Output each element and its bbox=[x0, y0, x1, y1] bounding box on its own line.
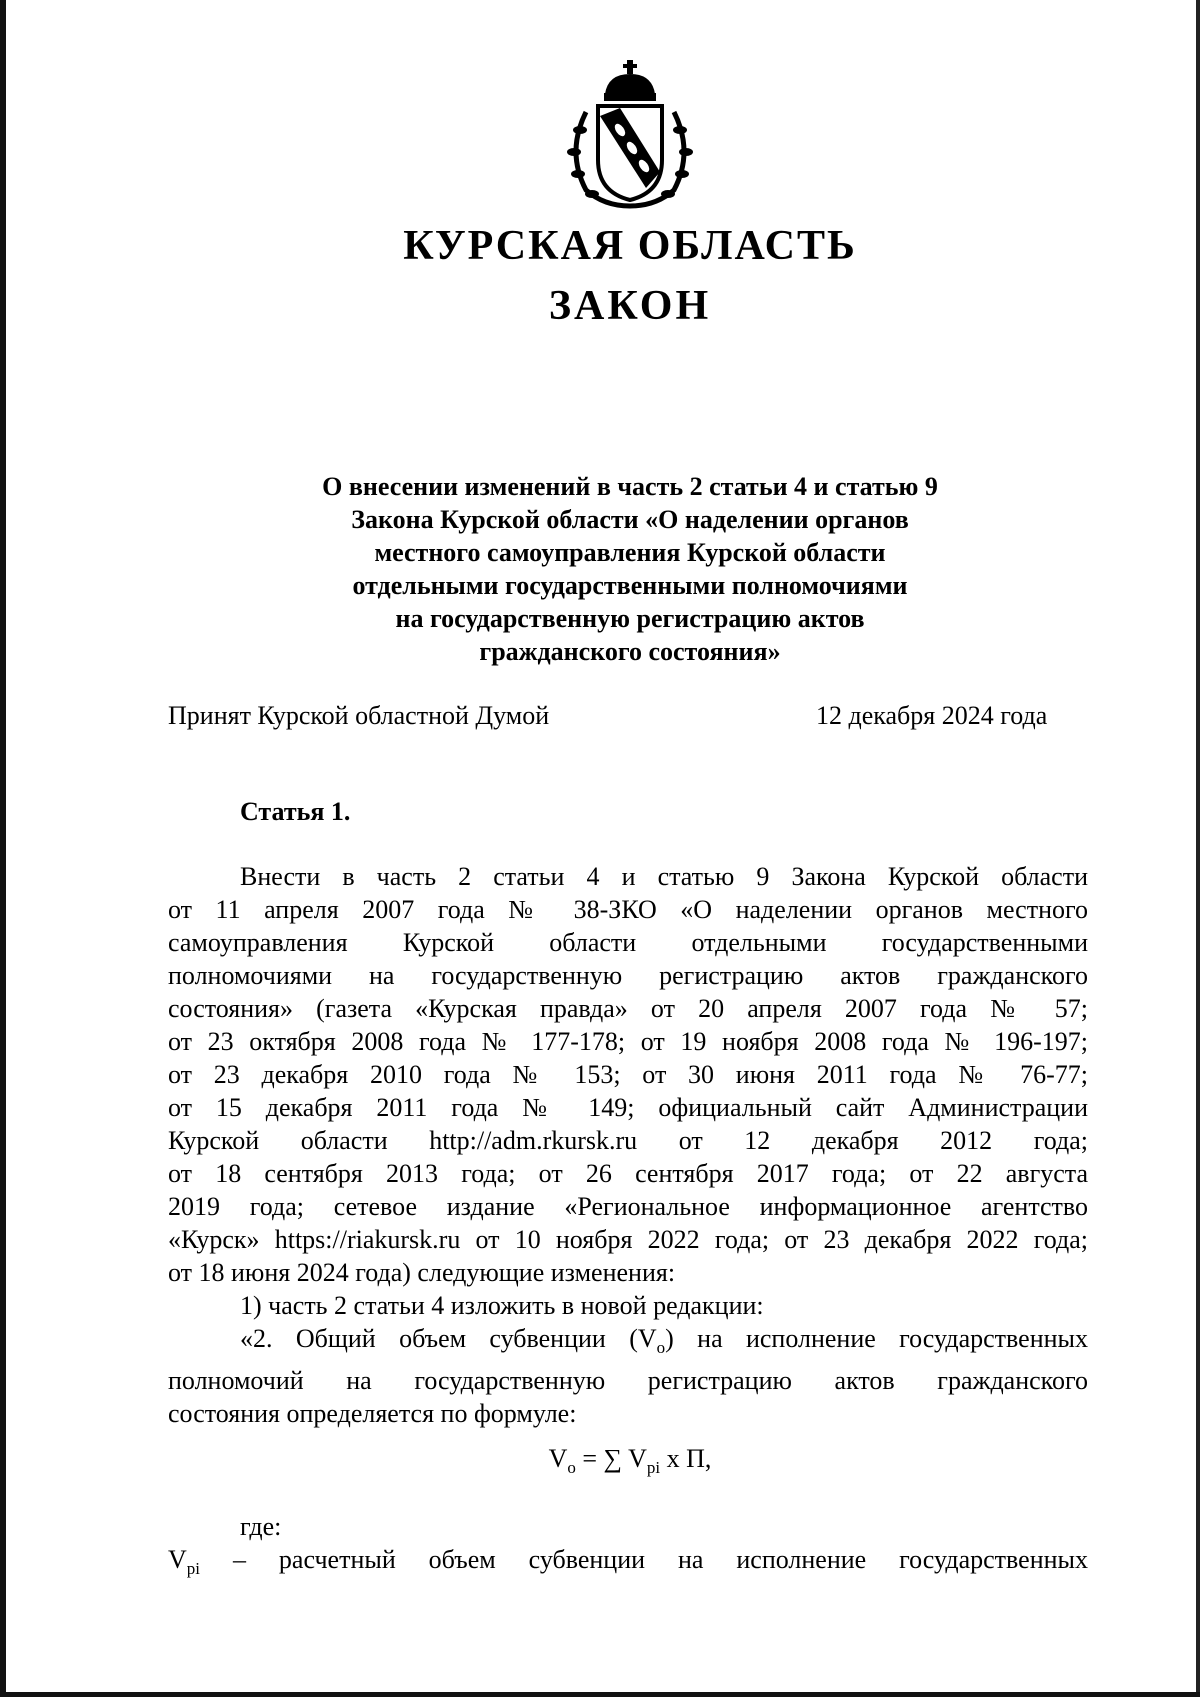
where-label: где: bbox=[240, 1512, 282, 1541]
law-title-line: гражданского состояния» bbox=[479, 637, 781, 666]
body-text: ) на исполнение государственных bbox=[665, 1324, 1088, 1353]
body-line: 1) часть 2 статьи 4 изложить в новой редакции: bbox=[240, 1291, 764, 1320]
subscript: pi bbox=[646, 1458, 661, 1478]
body-line: от 18 июня 2024 года) следующие изменения: bbox=[168, 1258, 676, 1287]
formula-tail: x П, bbox=[660, 1444, 712, 1473]
body-line: от 23 октября 2008 года № 177-178; от 19 ноября 2008 года № 196-197; bbox=[168, 1027, 1088, 1056]
law-title-line: О внесении изменений в часть 2 статьи 4 и статью 9 bbox=[322, 472, 938, 501]
region-name: КУРСКАЯ ОБЛАСТЬ bbox=[403, 223, 857, 269]
body-line: «Курск» https://riakursk.ru от 10 ноября 2022 года; от 23 декабря 2022 года; bbox=[168, 1225, 1088, 1254]
formula-v: V bbox=[548, 1444, 568, 1473]
body-line: состояния определяется по формуле: bbox=[168, 1399, 577, 1429]
subscript: o bbox=[567, 1458, 576, 1478]
vpi-text: – расчетный объем субвенции на исполнение государственных bbox=[200, 1545, 1088, 1574]
coat-of-arms-icon bbox=[560, 60, 702, 210]
body-line: полномочиями на государственную регистрацию актов гражданского bbox=[168, 961, 1088, 990]
body-line: 2019 года; сетевое издание «Региональное информационное агентство bbox=[168, 1192, 1088, 1221]
vpi-definition bbox=[168, 1545, 1088, 1579]
law-title-line: местного самоуправления Курской области bbox=[374, 538, 886, 567]
formula bbox=[0, 1444, 1200, 1478]
body-line: от 15 декабря 2011 года № 149; официальный сайт Администрации bbox=[168, 1093, 1088, 1122]
body-line: полномочий на государственную регистрацию актов гражданского bbox=[168, 1366, 1088, 1396]
body-line: самоуправления Курской области отдельными государственными bbox=[168, 928, 1088, 957]
law-title-line: Закона Курской области «О наделении органов bbox=[351, 505, 909, 534]
adoption-date: 12 декабря 2024 года bbox=[816, 701, 1048, 730]
adopted-by: Принят Курской областной Думой bbox=[168, 701, 550, 730]
law-title bbox=[250, 470, 1010, 668]
subscript: o bbox=[656, 1338, 666, 1358]
scan-edge-bottom bbox=[0, 1692, 1200, 1697]
body-line: от 11 апреля 2007 года № 38-ЗКО «О наделении органов местного bbox=[168, 895, 1088, 924]
law-title-line: на государственную регистрацию актов bbox=[395, 604, 865, 633]
subscript: pi bbox=[186, 1559, 201, 1579]
body-line: Курской области http://adm.rkursk.ru от 12 декабря 2012 года; bbox=[168, 1126, 1088, 1155]
body-line bbox=[168, 1322, 1088, 1364]
body-line: от 18 сентября 2013 года; от 26 сентября 2017 года; от 22 августа bbox=[168, 1159, 1088, 1188]
body-line: от 23 декабря 2010 года № 153; от 30 июня 2011 года № 76-77; bbox=[168, 1060, 1088, 1089]
body-line: состояния» (газета «Курская правда» от 20 апреля 2007 года № 57; bbox=[168, 994, 1088, 1023]
crown-icon bbox=[604, 60, 656, 101]
law-title-line: отдельными государственными полномочиями bbox=[352, 571, 908, 600]
body-text: «2. Общий объем субвенции (V bbox=[240, 1324, 657, 1353]
article-body bbox=[168, 860, 1088, 1430]
vpi-symbol: V bbox=[168, 1545, 187, 1574]
document-type: ЗАКОН bbox=[548, 283, 712, 329]
article-heading: Статья 1. bbox=[240, 797, 351, 826]
formula-mid: = ∑ V bbox=[575, 1444, 647, 1473]
body-line: Внести в часть 2 статьи 4 и статью 9 Закона Курской области bbox=[240, 862, 1088, 891]
